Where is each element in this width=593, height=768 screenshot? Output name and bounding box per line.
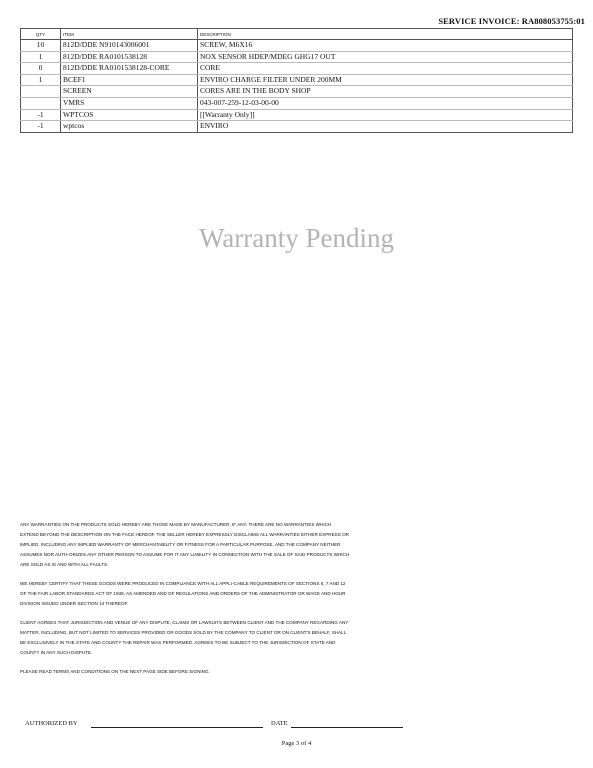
row-item: 812D/DDE N910143006001 [61, 40, 198, 52]
row-qty: 1 [21, 74, 61, 86]
row-qty: -1 [21, 109, 61, 121]
row-description: ENVIRO [198, 121, 573, 133]
row-qty: -1 [21, 121, 61, 133]
line-items-table [20, 28, 573, 133]
row-qty [21, 97, 61, 109]
row-description: CORES ARE IN THE BODY SHOP [198, 86, 573, 98]
table-row [21, 51, 573, 63]
row-item: SCREEN [61, 86, 198, 98]
row-description: CORE [198, 63, 573, 75]
table-row [21, 63, 573, 75]
row-item: VMRS [61, 97, 198, 109]
authorized-by-label: AUTHORIZED BY [25, 720, 78, 727]
row-qty: 0 [21, 63, 61, 75]
column-header-item: ITEM [61, 29, 198, 40]
row-item: 812D/DDE RA0101538128-CORE [61, 63, 198, 75]
row-qty: 1 [21, 51, 61, 63]
date-label: DATE [271, 720, 288, 727]
row-description: [[Warranty Only]] [198, 109, 573, 121]
row-qty [21, 86, 61, 98]
terms-notice: PLEASE READ TERMS AND CONDITIONS ON THE NEXT PAGE SIDE BEFORE SIGNING. [20, 669, 210, 674]
column-header-description: DESCRIPTION [198, 29, 573, 40]
table-header-row [21, 29, 573, 40]
row-description: ENVIRO CHARGE FILTER UNDER 200MM [198, 74, 573, 86]
fair-labor-certification: WE HEREBY CERTIFY THAT THESE GOODS WERE PRODUCED IN COMPLIANCE WITH ALL APPLI-CABLE REQUIREMENTS OF SECTIONS 6, 7 AND 12 OF THE FAIR LABOR STANDARDS ACT OF 1938, AS AMENDED AND OF REGULATIONS AND ORDERS OF THE ADMINISTRATOR OR WAGE AND HOUR DIVISION ISSUED UNDER SECTION 14 THEREOF. [20, 581, 346, 606]
table-row [21, 74, 573, 86]
jurisdiction-clause: CLIENT AGREES THAT JURISDICTION AND VENUE OF ANY DISPUTE, CLAIMS OR LAWSUITS BETWEEN CLIENT AND THE COMPANY REGARDING ANY MATTER, INCLUDING, BUT NOT LIMITED TO SERVICES PROVIDED OR GOODS SOLD BY THE COMPANY TO CLIENT OR ON CLIENT'S BEHALF, SHALL BE EXCLUSIVELY IN THE STATE AND COUNTY THE REPAIR WAS PERFORMED. AGREES TO BE SUBJECT TO THE JURISDICTION OF STATE AND COUNTY IN ANY SUCH DISPUTE. [20, 620, 349, 655]
row-item: BCEF1 [61, 74, 198, 86]
row-item: WPTCOS [61, 109, 198, 121]
table-row [21, 97, 573, 109]
table-row [21, 86, 573, 98]
row-item: wptcos [61, 121, 198, 133]
table-row [21, 109, 573, 121]
table-row [21, 40, 573, 52]
warranty-disclaimer: ANY WARRANTIES ON THE PRODUCTS SOLD HEREBY ARE THOSE MADE BY MANUFACTURER, IF ANY. THERE ARE NO WARRANTIES WHICH EXTEND BEYOND THE DESCRIPTION ON THE FACE HEREOF. THE SELLER HEREBY EXPRESSLY DISCLAIMS ALL WARRANTIES EITHER EXPRESS OR IMPLIED, INCLUDING ANY IMPLIED WARRANTY OF MERCHANTABILITY OR FITNESS FOR A PARTICULAR PURPOSE, AND THE COMPANY NEITHER ASSUMES NOR AUTH-ORIZES ANY OTHER PERSON TO ASSUME FOR IT ANY LIABILITY IN CONNECTION WITH THE SALE OF SAID PRODUCTS WHICH ARE SOLD AS IS AND WITH ALL FAULTS. [20, 522, 350, 567]
row-item: 812D/DDE RA0101538128 [61, 51, 198, 63]
row-description: NOX SENSOR HDEP/MDEG GHG17 OUT [198, 51, 573, 63]
date-signature-line[interactable] [291, 727, 403, 728]
authorized-by-signature-line[interactable] [91, 727, 263, 728]
page-number: Page 3 of 4 [281, 740, 312, 747]
legal-terms [20, 520, 350, 686]
column-header-qty: QTY [21, 29, 61, 40]
row-description: 043-007-259-12-03-00-00 [198, 97, 573, 109]
warranty-pending-watermark: Warranty Pending [198, 223, 395, 253]
table-row [21, 121, 573, 133]
row-description: SCREW, M6X16 [198, 40, 573, 52]
row-qty: 10 [21, 40, 61, 52]
invoice-title: SERVICE INVOICE: RA808053755:01 [438, 16, 585, 26]
